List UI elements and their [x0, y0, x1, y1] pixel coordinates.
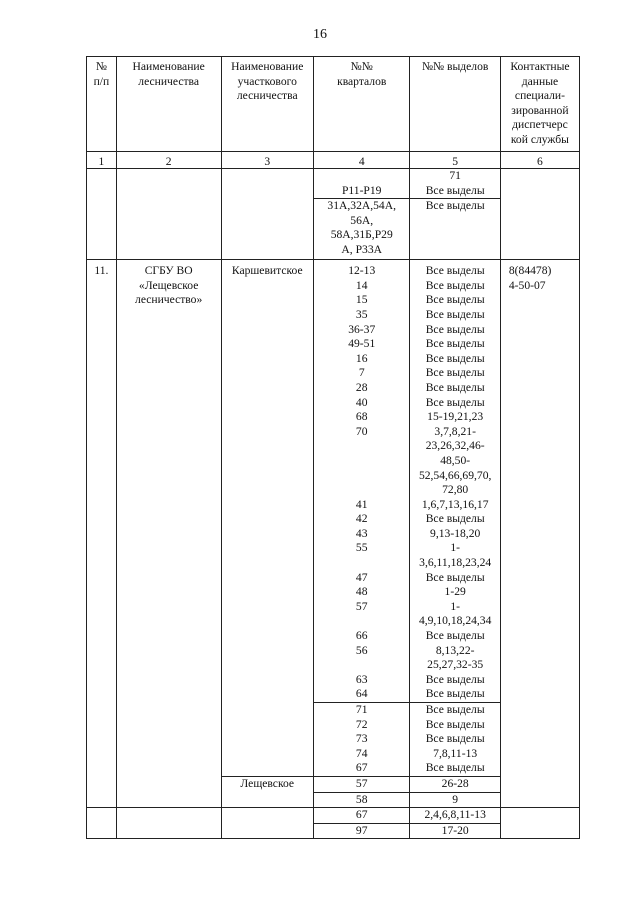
allotment-cell: 71 Все выделы [425, 169, 485, 197]
page-number: 16 [313, 27, 327, 42]
header-forestry-name: Наименование лесничества [132, 60, 205, 88]
forestry-table [86, 56, 580, 839]
quarter-cell: 58 [313, 792, 410, 808]
quarter-list: 12-13 14 15 35 36-37 49-51 16 7 28 40 68 70 41 42 43 55 47 48 57 66 56 63 64 [348, 264, 376, 701]
forestry-name: СГБУ ВО «Лещевское лесничество» [135, 264, 203, 307]
table-row [87, 169, 580, 199]
district-forestry-name: Каршевитское [231, 264, 303, 278]
column-numbers-row [87, 152, 580, 169]
table-row [87, 260, 580, 703]
header-quarters: №№ кварталов [337, 60, 387, 88]
header-district-forestry: Наименование участкового лесничества [231, 60, 304, 103]
header-num: № п/п [93, 60, 110, 88]
allotment-cell: 9 [410, 792, 500, 808]
allotment-cell: 26-28 [410, 776, 500, 792]
quarter-cell: Р11-Р19 [341, 183, 382, 197]
quarter-cell: 97 [313, 823, 410, 839]
header-contacts: Контактные данные специали- зированной диспетчерс кой службы [510, 60, 570, 146]
district-forestry-name: Лещевское [240, 776, 295, 790]
table-row [87, 808, 580, 824]
allotment-list: Все выделы Все выделы Все выделы 7,8,11-13 Все выделы [425, 703, 485, 775]
col-number-6: 6 [500, 152, 579, 169]
header-row [87, 57, 580, 152]
col-number-4: 4 [313, 152, 410, 169]
allotment-cell: Все выделы [425, 199, 485, 213]
quarter-cell: 67 [313, 808, 410, 824]
contact-phone: 8(84478) 4-50-07 [508, 264, 552, 292]
header-allotments: №№ выделов [421, 60, 489, 73]
col-number-5: 5 [410, 152, 500, 169]
col-number-2: 2 [116, 152, 221, 169]
quarter-list: 71 72 73 74 67 [355, 703, 368, 775]
col-number-1: 1 [87, 152, 117, 169]
entry-number: 11. [94, 264, 109, 278]
quarter-cell: 57 [313, 776, 410, 792]
allotment-cell: 2,4,6,8,11-13 [410, 808, 500, 824]
allotment-cell: 17-20 [410, 823, 500, 839]
quarter-cell: 31А,32А,54А, 56А, 58А,31Б,Р29 А, Р33А [327, 199, 397, 256]
allotment-list: Все выделы Все выделы Все выделы Все выделы Все выделы Все выделы Все выделы Все выделы Все выделы Все выделы 15-19,21,23 3,7,8,21- 23,26,32,46- 48,50- 52,54,66,69,70, 72,80 1,6,7,13,16,17 Все выделы 9,13-18,20 1- 3,6,11,18,23,24 Все выделы 1-29 1- 4,9,10,18,24,34 Все выделы 8,13,22- 25,27,32-35 Все выделы Все выделы [418, 264, 492, 701]
col-number-3: 3 [221, 152, 313, 169]
